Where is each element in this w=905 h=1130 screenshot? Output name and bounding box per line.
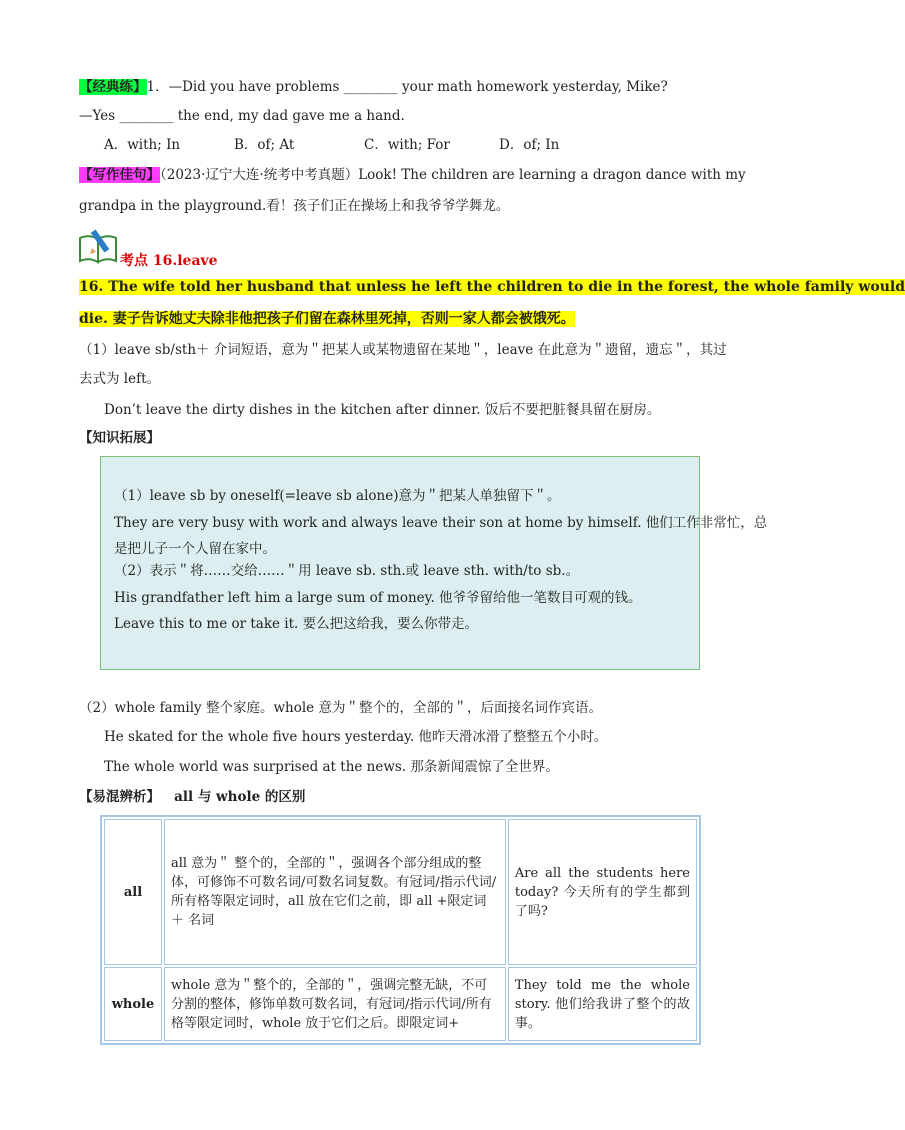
table-cell-example: Are all the students here today? 今天所有的学生都到了吗? bbox=[508, 819, 697, 965]
knowledge-box bbox=[100, 456, 768, 670]
options-row bbox=[104, 135, 559, 155]
point1-line-2: 去式为 left。 bbox=[79, 371, 161, 387]
confusion-tag: 【易混辨析】 bbox=[79, 789, 160, 805]
table-row bbox=[104, 819, 697, 965]
point1-line-1: （1）leave sb/sth＋ 介词短语，意为＂把某人或某物遗留在某地＂，leave 在此意为＂遗留，遗忘＂，其过 bbox=[79, 342, 727, 358]
point2-line-1: （2）whole family 整个家庭。whole 意为＂整个的，全部的＂，后面接名词作宾语。 bbox=[79, 700, 602, 716]
table-cell-example: They told me the whole story. 他们给我讲了整个的故事。 bbox=[508, 967, 697, 1041]
box-line: Leave this to me or take it. 要么把这给我，要么你带走。 bbox=[114, 616, 479, 632]
box-line: （2）表示＂将……交给……＂用 leave sb. sth.或 leave sth. with/to sb.。 bbox=[114, 563, 580, 579]
confusion-heading bbox=[79, 787, 305, 807]
box-line: His grandfather left him a large sum of money. 他爷爷留给他一笔数目可观的钱。 bbox=[114, 590, 642, 606]
key-sentence-line-1: 16. The wife told her husband that unless he left the children to die in the forest, the whole family would bbox=[79, 279, 905, 295]
classic-exercise-tag: 【经典练】 bbox=[79, 79, 147, 95]
table-cell-meaning: all 意为＂ 整个的，全部的＂，强调各个部分组成的整体，可修饰不可数名词/可数名词复数。有冠词/指示代词/所有格等限定词时，all 放在它们之前，即 all +限定词 ＋ 名词 bbox=[164, 819, 506, 965]
option-c: C．with; For bbox=[364, 137, 450, 153]
writing-tag: 【写作佳句】 bbox=[79, 167, 160, 183]
table-cell-word: all bbox=[104, 819, 162, 965]
option-a: A．with; In bbox=[104, 137, 181, 153]
option-b: B．of; At bbox=[234, 137, 295, 153]
section-title: 考点 16.leave bbox=[120, 253, 218, 269]
table-row bbox=[104, 967, 697, 1041]
key-sentence-line-2: die. 妻子告诉她丈夫除非他把孩子们留在森林里死掉，否则一家人都会被饿死。 bbox=[79, 311, 575, 327]
book-pencil-icon bbox=[77, 226, 121, 266]
point1-example: Don’t leave the dirty dishes in the kitchen after dinner. 饭后不要把脏餐具留在厨房。 bbox=[104, 402, 661, 418]
point2-example-1: He skated for the whole five hours yesterday. 他昨天滑冰滑了整整五个小时。 bbox=[104, 729, 608, 745]
confusion-title: all 与 whole 的区别 bbox=[174, 789, 306, 805]
table-cell-meaning: whole 意为＂整个的，全部的＂，强调完整无缺，不可分割的整体，修饰单数可数名词，有冠词/指示代词/所有格等限定词时，whole 放于它们之后。即限定词+ bbox=[164, 967, 506, 1041]
exercise-line-1 bbox=[79, 77, 668, 97]
question-text: 1．—Did you have problems ________ your math homework yesterday, Mike? bbox=[146, 79, 668, 95]
comparison-table bbox=[100, 815, 701, 1045]
option-d: D．of; In bbox=[499, 137, 560, 153]
writing-line-2: grandpa in the playground.看！孩子们正在操场上和我爷爷学舞龙。 bbox=[79, 198, 510, 214]
question-line-2: —Yes ________ the end, my dad gave me a hand. bbox=[79, 108, 405, 124]
table-cell-word: whole bbox=[104, 967, 162, 1041]
writing-text: （2023·辽宁大连·统考中考真题）Look! The children are learning a dragon dance with my bbox=[160, 167, 746, 183]
knowledge-title: 【知识拓展】 bbox=[79, 430, 160, 446]
point2-example-2: The whole world was surprised at the news. 那条新闻震惊了全世界。 bbox=[104, 759, 559, 775]
box-line: They are very busy with work and always leave their son at home by himself. 他们工作非常忙，总 bbox=[114, 515, 768, 531]
box-line: （1）leave sb by oneself(=leave sb alone)意为＂把某人单独留下＂。 bbox=[114, 488, 561, 504]
writing-line-1 bbox=[79, 165, 746, 185]
box-line: 是把儿子一个人留在家中。 bbox=[114, 541, 276, 557]
